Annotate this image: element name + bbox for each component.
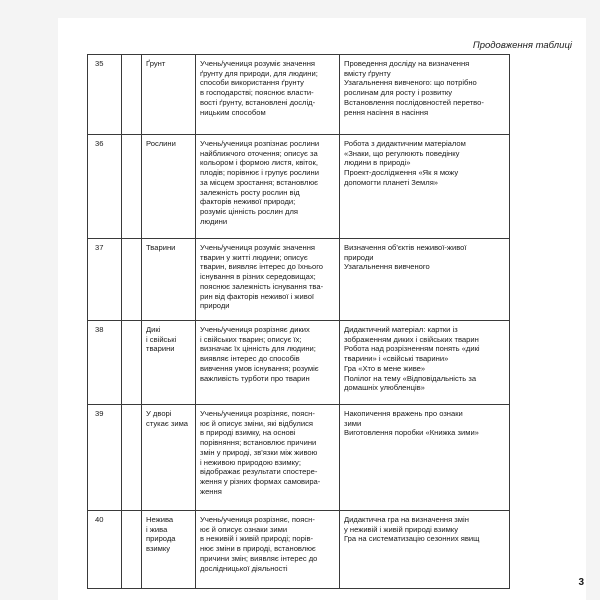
topic-cell: Тварини: [142, 239, 196, 321]
empty-cell: [122, 511, 142, 589]
outcomes-cell: Учень/учениця розрізняє диких і свійських тварин; описує їх; визначає їх цінність для людини; виявляє інтерес до способів вивчення умов існування; розуміє важливість турботи про тварин: [196, 321, 340, 405]
topic-cell: Дикі і свійські тварини: [142, 321, 196, 405]
page-number: 3: [578, 577, 584, 588]
activities-cell: Робота з дидактичним матеріалом «Знаки, що регулюють поведінку людини в природі» Проект-дослідження «Як я можу допомогти планеті Земля»: [340, 135, 510, 239]
outcomes-cell: Учень/учениця розуміє значення ґрунту для природи, для людини; способи використання ґрунту в господарстві; пояснює власти- вості ґрунту, встановлені дослід- ницьким способом: [196, 55, 340, 135]
topic-cell: Ґрунт: [142, 55, 196, 135]
empty-cell: [122, 135, 142, 239]
outcomes-cell: Учень/учениця розрізняє, поясн- ює й описує ознаки зими в неживій і живій природі; порів- нює зміни в природі, встановлює причини змін; виявляє інтерес до дослідницької діяльності: [196, 511, 340, 589]
empty-cell: [122, 321, 142, 405]
outcomes-cell: Учень/учениця розрізняє, поясн- ює й описує зміни, які відбулися в природі взимку, на основі порівняння; встановлює причини змін у природі, зв'язки між живою і неживою природою взимку; відображає результати спостере- ження у різних формах самовира- ження: [196, 405, 340, 511]
document-page: [58, 18, 586, 600]
table-row: [88, 135, 510, 239]
curriculum-table: [87, 54, 510, 589]
table-row: [88, 405, 510, 511]
row-number: 37: [88, 239, 122, 321]
activities-cell: Дидактична гра на визначення змін у неживій і живій природі взимку Гра на систематизацію сезонних явищ: [340, 511, 510, 589]
table-row: [88, 55, 510, 135]
row-number: 40: [88, 511, 122, 589]
empty-cell: [122, 405, 142, 511]
outcomes-cell: Учень/учениця розпізнає рослини найближчого оточення; описує за кольором і формою листя, квіток, плодів; порівнює і групує рослини за місцем зростання; встановлює залежність росту рослин від факторів неживої природи; розуміє цінність рослин для людини: [196, 135, 340, 239]
continuation-caption: Продовження таблиці: [472, 40, 572, 51]
topic-cell: Рослини: [142, 135, 196, 239]
topic-cell: У дворі стукає зима: [142, 405, 196, 511]
row-number: 39: [88, 405, 122, 511]
activities-cell: Визначення об'єктів неживої-живої природи Узагальнення вивченого: [340, 239, 510, 321]
topic-cell: Нежива і жива природа взимку: [142, 511, 196, 589]
outcomes-cell: Учень/учениця розуміє значення тварин у житті людини; описує тварин, виявляє інтерес до їхнього існування в різних середовищах; пояснює залежність існування тва- рин від факторів неживої і живої природи: [196, 239, 340, 321]
row-number: 36: [88, 135, 122, 239]
activities-cell: Дидактичний матеріал: картки із зображенням диких і свійських тварин Робота над розрізненням понять «дикі тварини» і «свійські тварини» Гра «Хто в мене живе» Полілог на тему «Відповідальність за домашніх улюбленців»: [340, 321, 510, 405]
table-row: [88, 511, 510, 589]
row-number: 35: [88, 55, 122, 135]
table-row: [88, 239, 510, 321]
table-row: [88, 321, 510, 405]
empty-cell: [122, 55, 142, 135]
empty-cell: [122, 239, 142, 321]
activities-cell: Проведення досліду на визначення вмісту ґрунту Узагальнення вивченого: що потрібно рослинам для росту і розвитку Встановлення послідовностей перетво- рення насіння в насіння: [340, 55, 510, 135]
activities-cell: Накопичення вражень про ознаки зими Виготовлення поробки «Книжка зими»: [340, 405, 510, 511]
row-number: 38: [88, 321, 122, 405]
